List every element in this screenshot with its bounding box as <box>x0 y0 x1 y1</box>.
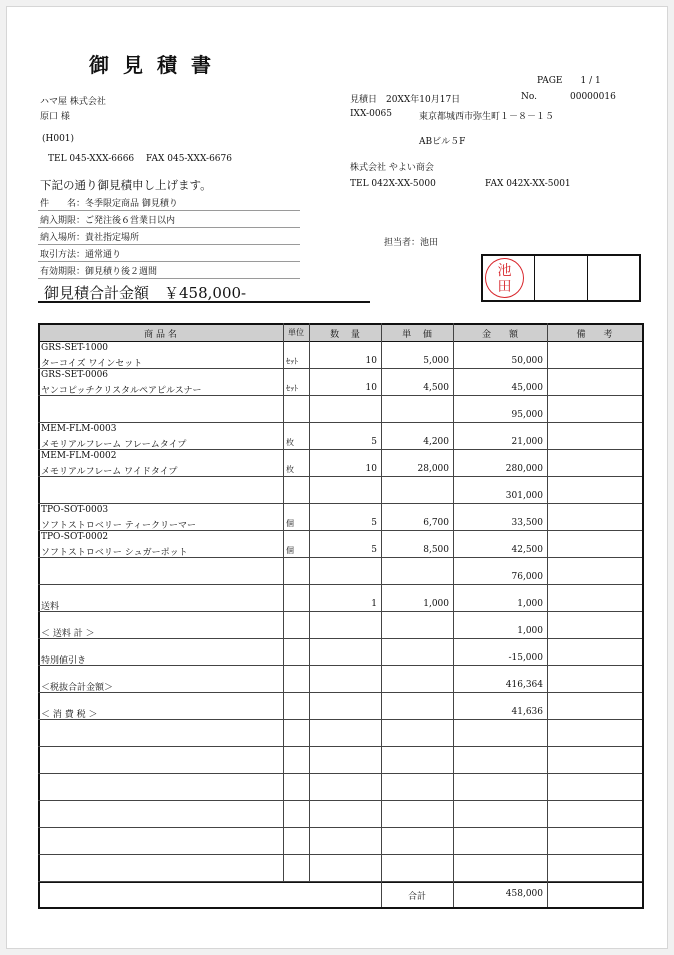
address-line-1: 東京都城西市弥生町１－８－１５ <box>419 112 555 122</box>
number-value: 00000016 <box>570 92 616 102</box>
divider <box>38 854 642 855</box>
item-amount: -15,000 <box>508 653 543 663</box>
customer-person: 原口 様 <box>40 112 70 122</box>
estimate-date: 見積日 20XX年10月17日 <box>350 95 461 105</box>
item-amount: 45,000 <box>511 383 543 393</box>
divider <box>547 323 548 881</box>
item-unit-price: 6,700 <box>423 518 449 528</box>
item-unit-price: 28,000 <box>417 464 449 474</box>
estimate-document <box>6 6 668 949</box>
item-name: ターコイズ ワインセット <box>41 359 143 369</box>
issuer-fax: FAX 042X-XX-5001 <box>485 179 571 189</box>
seal-text: 池田 <box>497 263 512 295</box>
item-name: 送料 <box>41 602 60 612</box>
item-unit-price: 1,000 <box>423 599 449 609</box>
column-header-name: 商 品 名 <box>144 330 177 340</box>
item-unit: 枚 <box>286 438 294 447</box>
divider <box>38 881 642 882</box>
item-unit-price: 8,500 <box>423 545 449 555</box>
condition-item: 納入期限：ご発注後６営業日以内 <box>40 216 176 226</box>
divider <box>38 261 300 262</box>
divider <box>38 746 642 747</box>
item-name: ＜税抜合計金額＞ <box>41 683 114 693</box>
grand-total-label: 合計 <box>407 892 426 902</box>
item-code: GRS-SET-0006 <box>41 370 109 380</box>
item-quantity: 5 <box>371 518 377 528</box>
divider <box>38 611 642 612</box>
divider <box>38 638 642 639</box>
item-name: メモリアルフレーム フレームタイプ <box>41 440 187 450</box>
item-amount: 1,000 <box>517 626 543 636</box>
item-name: ソフトストロベリー ティークリーマー <box>41 521 197 531</box>
document-title: 御見積書 <box>89 53 225 77</box>
item-amount: 301,000 <box>505 491 543 501</box>
table-border <box>642 323 644 909</box>
grand-total-amount: 458,000 <box>505 889 543 899</box>
divider <box>38 773 642 774</box>
customer-tel-fax: TEL 045-XXX-6666 FAX 045-XXX-6676 <box>48 154 232 164</box>
item-amount: 280,000 <box>505 464 543 474</box>
item-quantity: 5 <box>371 437 377 447</box>
item-amount: 76,000 <box>511 572 543 582</box>
item-name: ソフトストロベリー シュガーポット <box>41 548 188 558</box>
column-header-qty: 数 量 <box>330 330 360 340</box>
customer-company: ハマ屋 株式会社 <box>40 97 106 107</box>
item-amount: 42,500 <box>511 545 543 555</box>
item-name: メモリアルフレーム ワイドタイプ <box>41 467 178 477</box>
divider <box>38 584 642 585</box>
item-amount: 1,000 <box>517 599 543 609</box>
item-code: GRS-SET-1000 <box>41 343 109 353</box>
item-amount: 41,636 <box>511 707 543 717</box>
item-name: ヤンコピッチクリスタルペアピルスナー <box>41 386 202 396</box>
page-number: PAGE 1 / 1 <box>537 76 601 86</box>
divider <box>547 881 548 907</box>
divider <box>38 692 642 693</box>
person-in-charge: 担当者：池田 <box>384 238 439 248</box>
table-border <box>38 323 40 907</box>
item-amount: 33,500 <box>511 518 543 528</box>
item-unit: 枚 <box>286 465 294 474</box>
postal-code: IXX-0065 <box>350 109 392 119</box>
item-code: MEM-FLM-0002 <box>41 451 117 461</box>
item-quantity: 10 <box>365 464 377 474</box>
item-quantity: 10 <box>365 383 377 393</box>
divider <box>534 256 535 300</box>
item-name: ＜ 消 費 税 ＞ <box>41 710 98 720</box>
item-unit: ｾｯﾄ <box>286 384 298 393</box>
item-unit: 個 <box>286 519 294 528</box>
customer-code: (H001) <box>42 134 75 144</box>
divider <box>38 503 642 504</box>
item-code: MEM-FLM-0003 <box>41 424 117 434</box>
issuer-company: 株式会社 やよい商会 <box>350 163 434 173</box>
column-header-price: 単 価 <box>402 330 432 340</box>
number-label: No. <box>521 92 537 102</box>
item-code: TPO-SOT-0003 <box>41 505 109 515</box>
divider <box>38 341 642 342</box>
divider <box>587 256 588 300</box>
item-unit-price: 4,200 <box>423 437 449 447</box>
column-header-amount: 金 額 <box>481 330 518 340</box>
item-name: 特別値引き <box>41 656 87 666</box>
item-amount: 95,000 <box>511 410 543 420</box>
item-unit-price: 5,000 <box>423 356 449 366</box>
item-amount: 21,000 <box>511 437 543 447</box>
condition-item: 件 名：冬季限定商品 御見積り <box>40 199 178 209</box>
divider <box>38 665 642 666</box>
divider <box>38 210 300 211</box>
item-unit-price: 4,500 <box>423 383 449 393</box>
item-unit: ｾｯﾄ <box>286 357 298 366</box>
item-quantity: 1 <box>371 599 377 609</box>
divider <box>38 422 642 423</box>
table-border <box>38 907 642 909</box>
condition-item: 納入場所：貴社指定場所 <box>40 233 140 243</box>
issuer-tel: TEL 042X-XX-5000 <box>350 179 436 189</box>
divider <box>38 278 300 279</box>
divider <box>38 227 300 228</box>
divider <box>38 800 642 801</box>
condition-item: 有効期限：御見積り後２週間 <box>40 267 158 277</box>
item-unit: 個 <box>286 546 294 555</box>
item-quantity: 10 <box>365 356 377 366</box>
seal-stamp <box>485 258 524 298</box>
column-header-unit: 単位 <box>288 328 304 337</box>
total-amount-label: 御見積合計金額 ￥458,000- <box>44 284 247 302</box>
divider <box>38 719 642 720</box>
item-amount: 416,364 <box>505 680 543 690</box>
item-quantity: 5 <box>371 545 377 555</box>
condition-item: 取引方法：通常通り <box>40 250 122 260</box>
intro-text: 下記の通り御見積申し上げます。 <box>40 178 212 192</box>
column-header-note: 備 考 <box>576 330 613 340</box>
total-underline <box>38 301 370 303</box>
item-amount: 50,000 <box>511 356 543 366</box>
table-border <box>38 323 642 325</box>
divider <box>38 827 642 828</box>
divider <box>38 244 300 245</box>
address-line-2: ABビル５F <box>419 137 466 147</box>
item-name: ＜ 送料 計 ＞ <box>41 629 95 639</box>
divider <box>283 323 284 881</box>
item-code: TPO-SOT-0002 <box>41 532 109 542</box>
